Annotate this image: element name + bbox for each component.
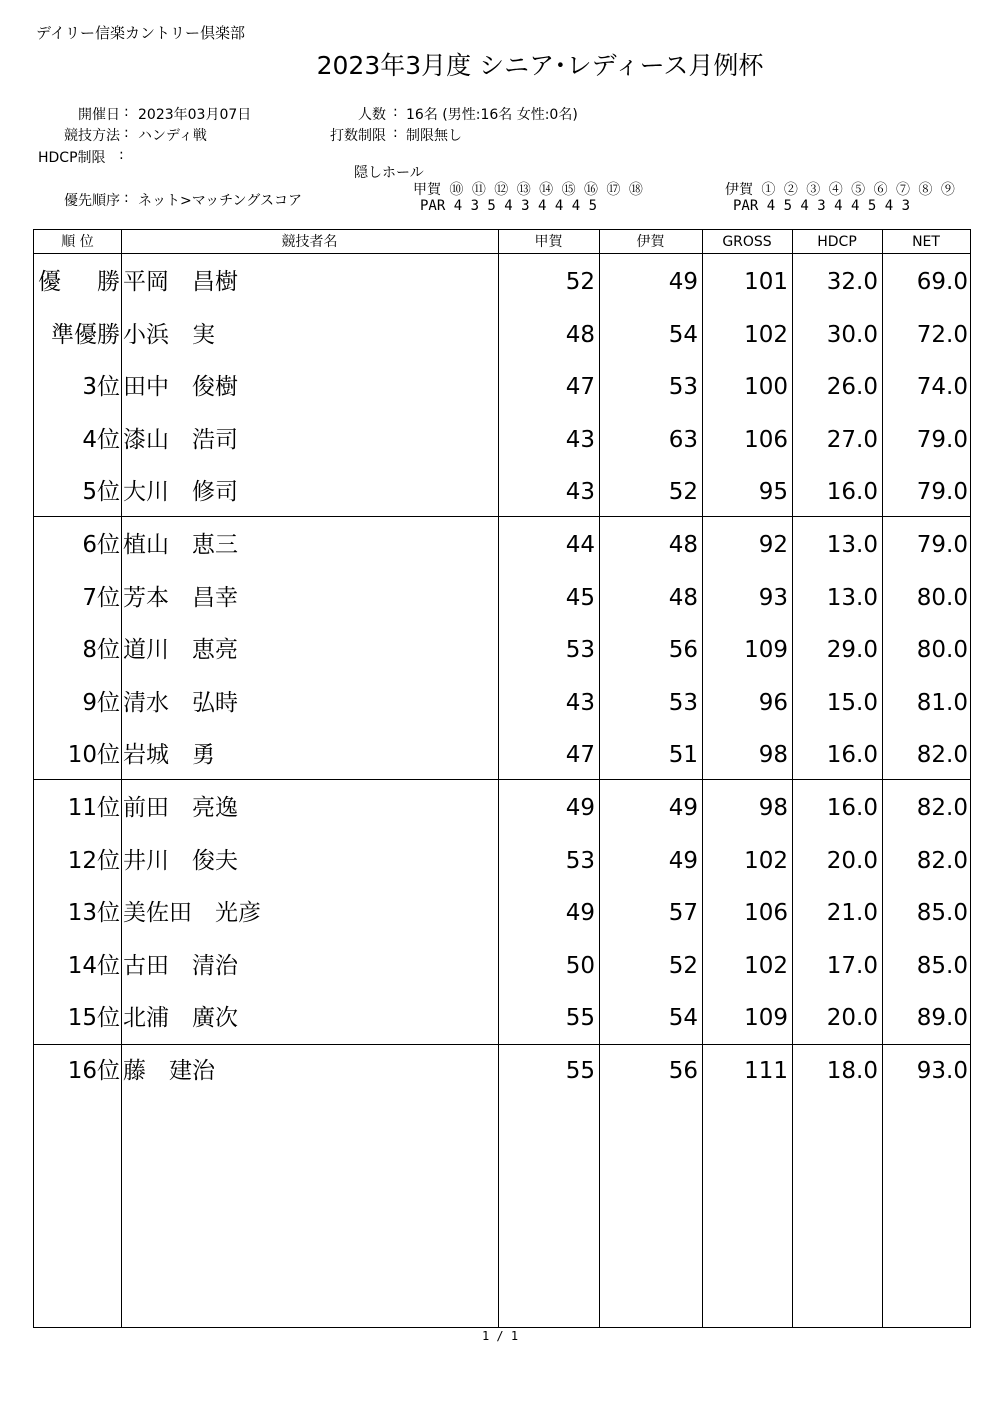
player-name-cell: 大川 修司 bbox=[123, 479, 238, 505]
koka-cell: 45 bbox=[565, 584, 595, 611]
player-name-cell: 岩城 勇 bbox=[123, 742, 215, 768]
iga-cell: 53 bbox=[668, 374, 698, 400]
hdcp-cell: 15.0 bbox=[826, 689, 878, 716]
iga-cell: 54 bbox=[668, 321, 698, 348]
gross-cell: 95 bbox=[758, 479, 788, 505]
iga-cell: 63 bbox=[668, 426, 698, 453]
koka-cell: 49 bbox=[565, 900, 595, 926]
rank-cell: 準優勝 bbox=[51, 321, 120, 348]
rank-cell: 14位 bbox=[67, 952, 120, 979]
net-cell: 89.0 bbox=[916, 1005, 968, 1031]
priority-value: ネット>マッチングスコア bbox=[138, 193, 303, 209]
net-cell: 82.0 bbox=[916, 795, 968, 821]
rank-cell: 10位 bbox=[67, 742, 120, 768]
koka-cell: 43 bbox=[565, 689, 595, 716]
page-number: 1 / 1 bbox=[481, 1329, 519, 1343]
rank-cell: 15位 bbox=[67, 1005, 120, 1031]
colon: : bbox=[124, 125, 129, 141]
colon: : bbox=[393, 104, 398, 120]
colon: : bbox=[124, 190, 129, 206]
koka-cell: 43 bbox=[565, 479, 595, 505]
hdcp-cell: 20.0 bbox=[826, 1005, 878, 1031]
gross-cell: 92 bbox=[758, 532, 788, 558]
table-row bbox=[34, 519, 970, 571]
gross-cell: 98 bbox=[758, 742, 788, 768]
hdcp-cell: 13.0 bbox=[826, 532, 878, 558]
koka-cell: 43 bbox=[565, 426, 595, 453]
date-label: 開催日 bbox=[78, 107, 120, 123]
table-row bbox=[34, 887, 970, 939]
results-table bbox=[33, 229, 971, 1328]
player-name-cell: 道川 恵亮 bbox=[123, 637, 238, 663]
rank-cell: 4位 bbox=[82, 426, 120, 453]
koka-cell: 50 bbox=[565, 952, 595, 979]
player-name-cell: 田中 俊樹 bbox=[123, 374, 238, 400]
iga-cell: 49 bbox=[668, 795, 698, 821]
gross-cell: 106 bbox=[744, 426, 788, 453]
table-row bbox=[34, 572, 970, 624]
player-name-cell: 井川 俊夫 bbox=[123, 847, 238, 874]
table-row bbox=[34, 992, 970, 1044]
net-cell: 80.0 bbox=[916, 584, 968, 611]
header-rank: 順 位 bbox=[61, 234, 94, 250]
rank-cell: 優 勝 bbox=[38, 269, 120, 295]
iga-cell: 56 bbox=[668, 1058, 698, 1084]
hdcp-cell: 17.0 bbox=[826, 952, 878, 979]
iga-cell: 48 bbox=[668, 532, 698, 558]
hdcp-cell: 21.0 bbox=[826, 900, 878, 926]
players-value: 16名 (男性:16名 女性:0名) bbox=[406, 107, 578, 123]
rank-cell: 13位 bbox=[67, 900, 120, 926]
koka-cell: 48 bbox=[565, 321, 595, 348]
hdcp-cell: 26.0 bbox=[826, 374, 878, 400]
net-cell: 69.0 bbox=[916, 269, 968, 295]
iga-cell: 49 bbox=[668, 847, 698, 874]
gross-cell: 106 bbox=[744, 900, 788, 926]
iga-holes-line: 伊賀 ① ② ③ ④ ⑤ ⑥ ⑦ ⑧ ⑨ bbox=[725, 182, 955, 198]
iga-cell: 56 bbox=[668, 637, 698, 663]
player-name-cell: 美佐田 光彦 bbox=[123, 900, 261, 926]
player-name-cell: 芳本 昌幸 bbox=[123, 584, 238, 611]
rank-cell: 5位 bbox=[82, 479, 120, 505]
net-cell: 80.0 bbox=[916, 637, 968, 663]
koka-cell: 52 bbox=[565, 269, 595, 295]
iga-cell: 57 bbox=[668, 900, 698, 926]
hdcp-cell: 20.0 bbox=[826, 847, 878, 874]
koka-cell: 47 bbox=[565, 374, 595, 400]
table-row bbox=[34, 624, 970, 676]
hdcp-cell: 16.0 bbox=[826, 742, 878, 768]
stroke-limit-label: 打数制限 bbox=[330, 128, 386, 144]
player-name-cell: 平岡 昌樹 bbox=[123, 269, 238, 295]
rank-cell: 11位 bbox=[67, 795, 120, 821]
club-name: デイリー信楽カントリー倶楽部 bbox=[36, 24, 245, 42]
player-name-cell: 漆山 浩司 bbox=[123, 426, 238, 453]
iga-par-line: PAR 4 5 4 3 4 4 5 4 3 bbox=[733, 198, 911, 214]
iga-cell: 53 bbox=[668, 689, 698, 716]
gross-cell: 93 bbox=[758, 584, 788, 611]
player-name-cell: 北浦 廣次 bbox=[123, 1005, 238, 1031]
gross-cell: 98 bbox=[758, 795, 788, 821]
player-name-cell: 古田 清治 bbox=[123, 952, 238, 979]
iga-cell: 52 bbox=[668, 479, 698, 505]
header-koka: 甲賀 bbox=[534, 234, 563, 250]
net-cell: 81.0 bbox=[916, 689, 968, 716]
net-cell: 74.0 bbox=[916, 374, 968, 400]
player-name-cell: 前田 亮逸 bbox=[123, 795, 238, 821]
rank-cell: 3位 bbox=[82, 374, 120, 400]
table-row bbox=[34, 309, 970, 361]
header-iga: 伊賀 bbox=[636, 234, 665, 250]
hdcp-cell: 27.0 bbox=[826, 426, 878, 453]
gross-cell: 102 bbox=[744, 847, 788, 874]
hdcp-cell: 13.0 bbox=[826, 584, 878, 611]
iga-cell: 49 bbox=[668, 269, 698, 295]
net-cell: 82.0 bbox=[916, 742, 968, 768]
table-row bbox=[34, 782, 970, 834]
table-row bbox=[34, 414, 970, 466]
player-name-cell: 清水 弘時 bbox=[123, 689, 238, 716]
rank-cell: 9位 bbox=[82, 689, 120, 716]
iga-cell: 52 bbox=[668, 952, 698, 979]
koka-par-line: PAR 4 3 5 4 3 4 4 4 5 bbox=[420, 198, 598, 214]
method-value: ハンディ戦 bbox=[138, 128, 207, 144]
hdcp-cell: 18.0 bbox=[826, 1058, 878, 1084]
net-cell: 79.0 bbox=[916, 426, 968, 453]
header-name: 競技者名 bbox=[281, 234, 338, 250]
hdcp-cell: 16.0 bbox=[826, 795, 878, 821]
colon: : bbox=[393, 125, 398, 141]
table-row bbox=[34, 466, 970, 518]
koka-cell: 53 bbox=[565, 637, 595, 663]
rank-cell: 6位 bbox=[82, 532, 120, 558]
gross-cell: 102 bbox=[744, 321, 788, 348]
method-label: 競技方法 bbox=[64, 128, 120, 144]
net-cell: 85.0 bbox=[916, 952, 968, 979]
gross-cell: 109 bbox=[744, 1005, 788, 1031]
net-cell: 85.0 bbox=[916, 900, 968, 926]
hdcp-cell: 29.0 bbox=[826, 637, 878, 663]
koka-cell: 47 bbox=[565, 742, 595, 768]
gross-cell: 109 bbox=[744, 637, 788, 663]
gross-cell: 101 bbox=[744, 269, 788, 295]
header-gross: GROSS bbox=[722, 234, 772, 250]
hidden-holes-label: 隠しホール bbox=[354, 165, 424, 181]
koka-cell: 49 bbox=[565, 795, 595, 821]
priority-label: 優先順序 bbox=[64, 193, 120, 209]
player-name-cell: 藤 建治 bbox=[123, 1058, 215, 1084]
iga-cell: 51 bbox=[668, 742, 698, 768]
net-cell: 79.0 bbox=[916, 479, 968, 505]
koka-cell: 55 bbox=[565, 1005, 595, 1031]
player-name-cell: 小浜 実 bbox=[123, 321, 215, 348]
iga-cell: 48 bbox=[668, 584, 698, 611]
table-row bbox=[34, 361, 970, 413]
table-row bbox=[34, 256, 970, 308]
player-name-cell: 植山 恵三 bbox=[123, 532, 238, 558]
table-row bbox=[34, 1045, 970, 1097]
koka-holes-line: 甲賀 ⑩ ⑪ ⑫ ⑬ ⑭ ⑮ ⑯ ⑰ ⑱ bbox=[413, 182, 643, 198]
net-cell: 82.0 bbox=[916, 847, 968, 874]
gross-cell: 102 bbox=[744, 952, 788, 979]
net-cell: 93.0 bbox=[916, 1058, 968, 1084]
net-cell: 72.0 bbox=[916, 321, 968, 348]
gross-cell: 96 bbox=[758, 689, 788, 716]
koka-cell: 44 bbox=[565, 532, 595, 558]
table-row bbox=[34, 677, 970, 729]
stroke-limit-value: 制限無し bbox=[406, 128, 462, 144]
table-row bbox=[34, 940, 970, 992]
header-hdcp: HDCP bbox=[817, 234, 857, 250]
header-net: NET bbox=[912, 234, 940, 250]
hdcp-limit-label: HDCP制限 bbox=[38, 150, 106, 166]
iga-cell: 54 bbox=[668, 1005, 698, 1031]
colon: : bbox=[119, 147, 124, 163]
koka-cell: 53 bbox=[565, 847, 595, 874]
players-label: 人数 bbox=[358, 107, 386, 123]
hdcp-cell: 30.0 bbox=[826, 321, 878, 348]
colon: : bbox=[124, 104, 129, 120]
hdcp-cell: 32.0 bbox=[826, 269, 878, 295]
net-cell: 79.0 bbox=[916, 532, 968, 558]
table-row bbox=[34, 729, 970, 781]
hdcp-cell: 16.0 bbox=[826, 479, 878, 505]
rank-cell: 7位 bbox=[82, 584, 120, 611]
rank-cell: 16位 bbox=[67, 1058, 120, 1084]
page-title: 2023年3月度 シニア･レディース月例杯 bbox=[316, 51, 764, 80]
table-row bbox=[34, 835, 970, 887]
gross-cell: 111 bbox=[744, 1058, 788, 1084]
koka-cell: 55 bbox=[565, 1058, 595, 1084]
gross-cell: 100 bbox=[744, 374, 788, 400]
rank-cell: 8位 bbox=[82, 637, 120, 663]
rank-cell: 12位 bbox=[67, 847, 120, 874]
date-value: 2023年03月07日 bbox=[138, 107, 252, 123]
